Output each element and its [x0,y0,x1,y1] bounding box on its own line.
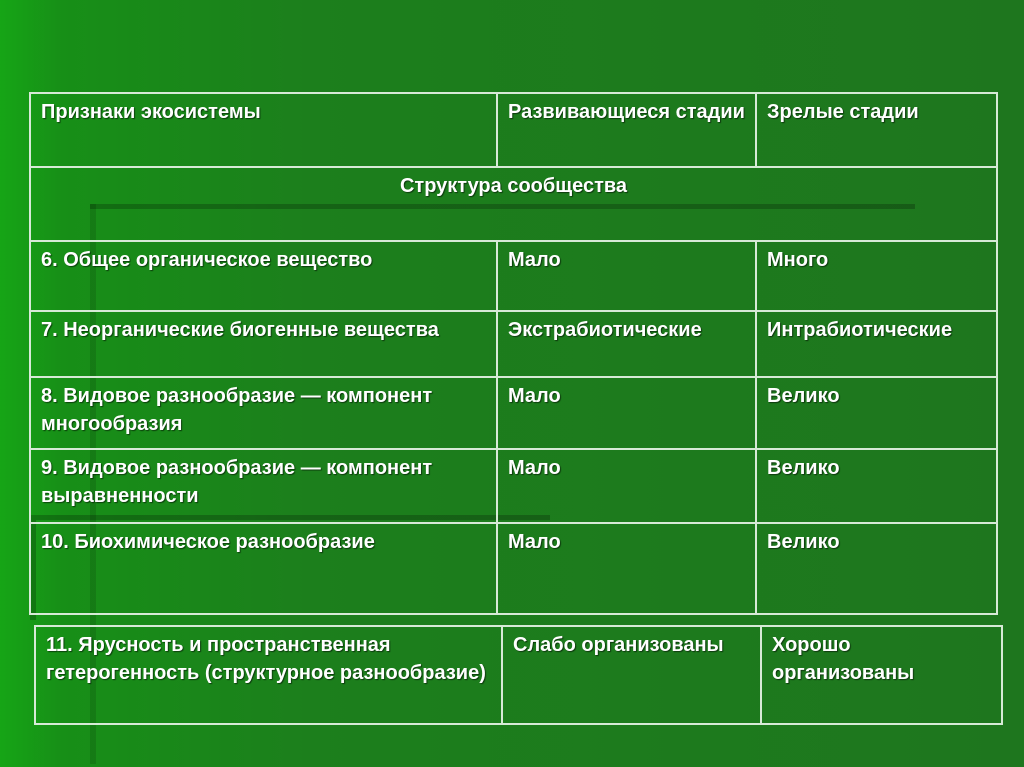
feature-cell: 7. Неорганические биогенные вещества [30,311,497,377]
header-features: Признаки экосистемы [30,93,497,167]
header-mature-stages: Зрелые стадии [756,93,997,167]
developing-cell: Мало [497,523,756,614]
mature-cell: Велико [756,523,997,614]
feature-cell: 6. Общее органическое вещество [30,241,497,311]
section-row [30,167,997,241]
section-title: Структура сообщества [30,167,997,241]
table-row [30,523,997,614]
developing-cell: Мало [497,449,756,523]
developing-cell: Экстрабиотические [497,311,756,377]
feature-cell: 11. Ярусность и пространственная гетерогенность (структурное разнообразие) [35,626,502,724]
mature-cell: Интрабиотические [756,311,997,377]
developing-cell: Слабо организованы [502,626,761,724]
table-row [30,241,997,311]
table-row [30,449,997,523]
feature-cell: 9. Видовое разнообразие — компонент выравненности [30,449,497,523]
developing-cell: Мало [497,241,756,311]
header-developing-stages: Развивающиеся стадии [497,93,756,167]
mature-cell: Велико [756,449,997,523]
feature-cell: 8. Видовое разнообразие — компонент многообразия [30,377,497,449]
ecosystem-extra-row-table [34,625,1003,725]
ecosystem-comparison-table [29,92,998,615]
table-row [30,377,997,449]
feature-cell: 10. Биохимическое разнообразие [30,523,497,614]
table-row [30,311,997,377]
mature-cell: Велико [756,377,997,449]
table-header-row [30,93,997,167]
table-row [35,626,1002,724]
developing-cell: Мало [497,377,756,449]
mature-cell: Много [756,241,997,311]
mature-cell: Хорошо организованы [761,626,1002,724]
